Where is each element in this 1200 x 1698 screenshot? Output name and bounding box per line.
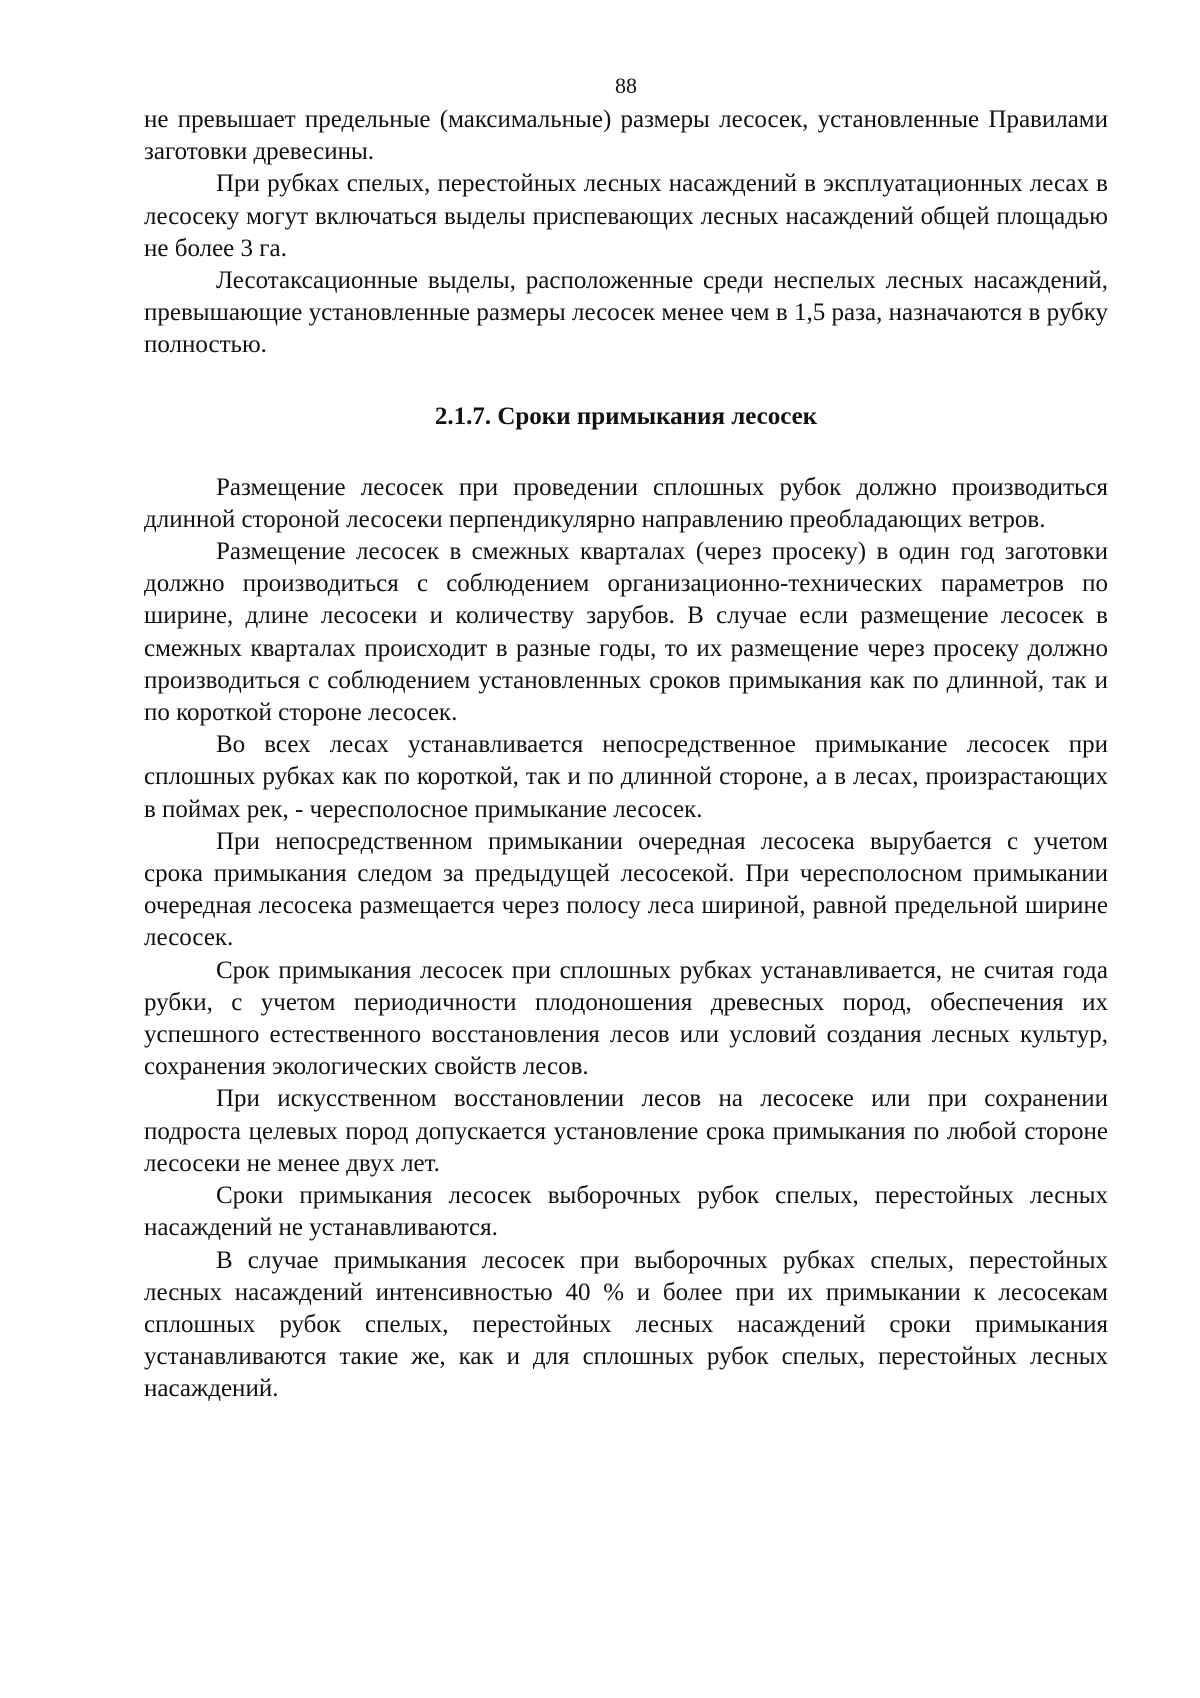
paragraph-continuation: не превышает предельные (максимальные) размеры лесосек, установленные Правилами заготовки древесины.	[144, 106, 1108, 166]
paragraph: Размещение лесосек при проведении сплошных рубок должно производиться длинной стороной лесосеки перпендикулярно направлению преобладающих ветров.	[144, 473, 1108, 533]
paragraph: При рубках спелых, перестойных лесных насаждений в эксплуатационных лесах в лесосеку могут включаться выделы приспевающих лесных насаждений общей площадью не более 3 га.	[144, 170, 1108, 262]
paragraph: Срок примыкания лесосек при сплошных рубках устанавливается, не считая года рубки, с учетом периодичности плодоношения древесных пород, обеспечения их успешного естественного восстановления лесов или условий создания лесных культур, сохранения экологических свойств лесов.	[144, 956, 1108, 1081]
paragraph: При непосредственном примыкании очередная лесосека вырубается с учетом срока примыкания следом за предыдущей лесосекой. При чересполосном примыкании очередная лесосека размещается через полосу леса шириной, равной предельной ширине лесосек.	[144, 827, 1108, 952]
paragraph: Лесотаксационные выделы, расположенные среди неспелых лесных насаждений, превышающие установленные размеры лесосек менее чем в 1,5 раза, назначаются в рубку полностью.	[144, 267, 1108, 359]
paragraph: При искусственном восстановлении лесов на лесосеке или при сохранении подроста целевых пород допускается установление срока примыкания по любой стороне лесосеки не менее двух лет.	[144, 1085, 1108, 1177]
page-number: 88	[615, 73, 637, 98]
paragraph: В случае примыкания лесосек при выборочных рубках спелых, перестойных лесных насаждений интенсивностью 40 % и более при их примыкании к лесосекам сплошных рубок спелых, перестойных лесных насаждений сроки примыкания устанавливаются такие же, как и для сплошных рубок спелых, перестойных лесных насаждений.	[144, 1246, 1108, 1403]
paragraph: Сроки примыкания лесосек выборочных рубок спелых, перестойных лесных насаждений не устанавливаются.	[144, 1182, 1108, 1242]
paragraph: Размещение лесосек в смежных кварталах (через просеку) в один год заготовки должно производиться с соблюдением организационно-технических параметров по ширине, длине лесосеки и количеству зарубов. В случае если размещение лесосек в смежных кварталах происходит в разные годы, то их размещение через просеку должно производиться с соблюдением установленных сроков примыкания как по длинной, так и по короткой стороне лесосек.	[144, 538, 1108, 727]
section-heading: 2.1.7. Сроки примыкания лесосек	[434, 402, 818, 430]
paragraph: Во всех лесах устанавливается непосредственное примыкание лесосек при сплошных рубках как по короткой, так и по длинной стороне, а в лесах, произрастающих в поймах рек, - чересполосное примыкание лесосек.	[144, 731, 1108, 823]
